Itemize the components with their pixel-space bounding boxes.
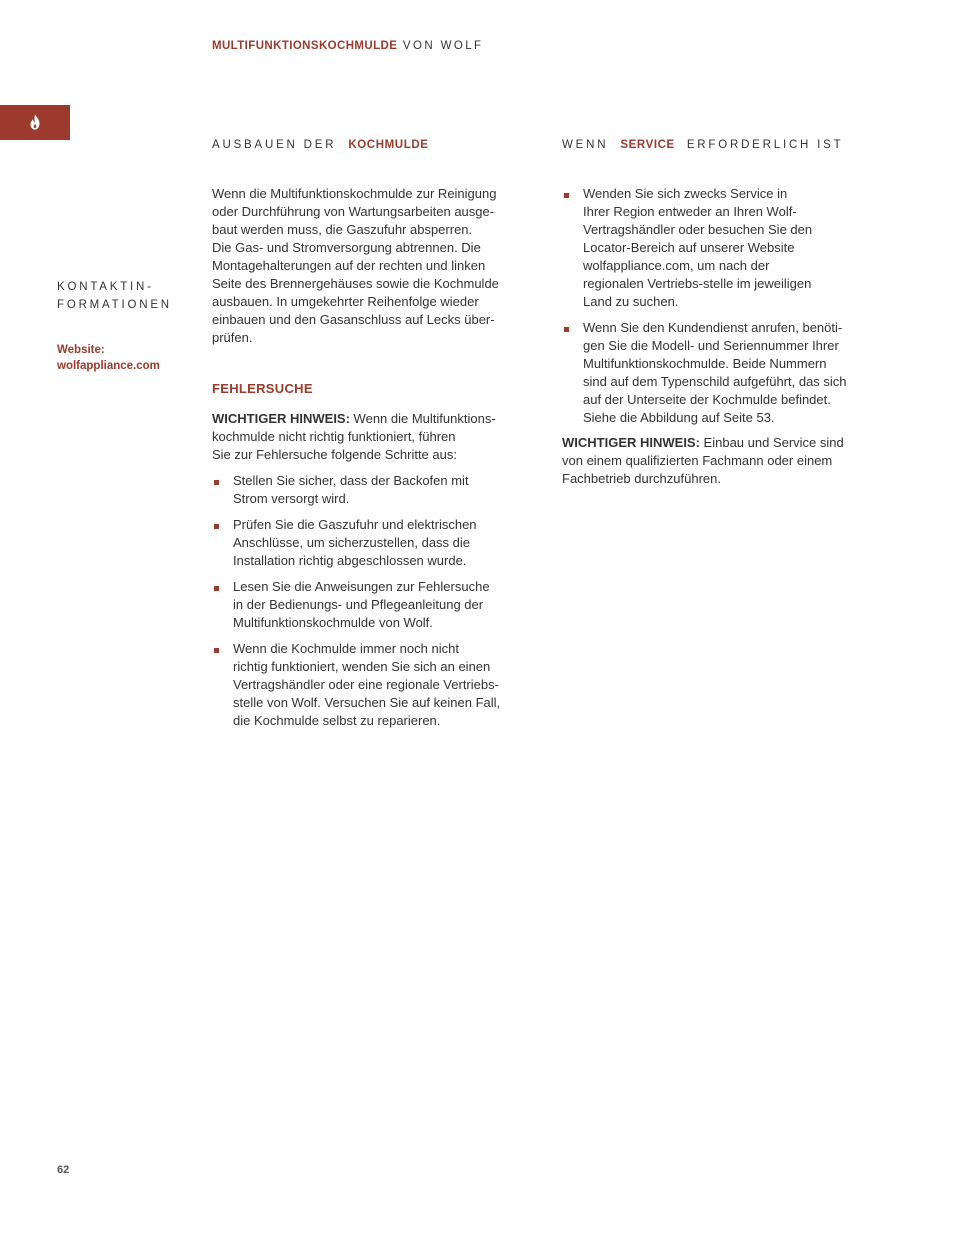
right-section-heading — [562, 139, 843, 151]
text-line: Installation richtig abgeschlossen wurde. — [233, 553, 467, 568]
note-label: WICHTIGER HINWEIS: — [212, 411, 350, 426]
text-line: auf der Unterseite der Kochmulde befindet. — [583, 392, 831, 407]
left-note — [212, 410, 542, 464]
text-line: Fachbetrieb durchzuführen. — [562, 471, 721, 486]
heading-highlight: KOCHMULDE — [348, 139, 429, 151]
flame-icon — [28, 114, 42, 130]
section-tab — [0, 105, 70, 140]
text-line — [212, 410, 542, 428]
heading-text: WENN — [562, 139, 609, 151]
text-line: Vertragshändler oder besuchen Sie den — [583, 222, 813, 237]
list-item — [212, 640, 542, 730]
header-title-rest: VON WOLF — [402, 40, 484, 52]
text-line: Wenn Sie den Kundendienst anrufen, benöti- — [583, 320, 843, 335]
heading-text: ERFORDERLICH IST — [686, 139, 844, 151]
left-intro-paragraph — [212, 185, 542, 347]
heading-text: AUSBAUEN DER — [212, 139, 337, 151]
text-line: Wenn die Kochmulde immer noch nicht — [233, 641, 459, 656]
text-line: oder Durchführung von Wartungsarbeiten ausge- — [212, 204, 495, 219]
list-item — [212, 472, 542, 508]
note-text: Einbau und Service sind — [699, 435, 844, 450]
right-note — [562, 434, 892, 488]
text-line: sind auf dem Typenschild aufgeführt, das sich — [583, 374, 847, 389]
sidebar-website — [57, 342, 160, 374]
text-line: Land zu suchen. — [583, 294, 679, 309]
text-line: Anschlüsse, um sicherzustellen, dass die — [233, 535, 471, 550]
text-line: Strom versorgt wird. — [233, 491, 350, 506]
heading-highlight: SERVICE — [620, 139, 675, 151]
running-header — [212, 40, 483, 52]
text-line: Ihrer Region entweder an Ihren Wolf- — [583, 204, 797, 219]
text-line: regionalen Vertriebs-stelle im jeweiligen — [583, 276, 812, 291]
text-line: Multifunktionskochmulde. Beide Nummern — [583, 356, 827, 371]
header-title-bold: MULTIFUNKTIONSKOCHMULDE — [212, 40, 398, 52]
service-list — [562, 185, 892, 435]
website-link[interactable]: wolfappliance.com — [57, 360, 160, 372]
text-line: kochmulde nicht richtig funktioniert, führen — [212, 429, 456, 444]
text-line: Lesen Sie die Anweisungen zur Fehlersuche — [233, 579, 490, 594]
text-line: gen Sie die Modell- und Seriennummer Ihrer — [583, 338, 839, 353]
list-item — [212, 578, 542, 632]
text-line: ausbauen. In umgekehrter Reihenfolge wieder — [212, 294, 479, 309]
text-line: Siehe die Abbildung auf Seite 53. — [583, 410, 775, 425]
text-line: Sie zur Fehlersuche folgende Schritte aus: — [212, 447, 457, 462]
text-line: Prüfen Sie die Gaszufuhr und elektrischen — [233, 517, 477, 532]
text-line: Multifunktionskochmulde von Wolf. — [233, 615, 433, 630]
list-item — [212, 516, 542, 570]
text-line: von einem qualifizierten Fachmann oder einem — [562, 453, 833, 468]
note-text: Wenn die Multifunktions- — [349, 411, 496, 426]
text-line: Wenn die Multifunktionskochmulde zur Reinigung — [212, 186, 497, 201]
sidebar-label-line: FORMATIONEN — [57, 299, 172, 311]
page-number: 62 — [57, 1164, 70, 1176]
text-line: Locator-Bereich auf unserer Website — [583, 240, 795, 255]
text-line: in der Bedienungs- und Pflegeanleitung der — [233, 597, 484, 612]
text-line: Die Gas- und Stromversorgung abtrennen. Die — [212, 240, 481, 255]
note-label: WICHTIGER HINWEIS: — [562, 435, 700, 450]
text-line: die Kochmulde selbst zu reparieren. — [233, 713, 441, 728]
list-item — [562, 185, 892, 311]
list-item — [562, 319, 892, 427]
text-line: Montagehalterungen auf der rechten und linken — [212, 258, 486, 273]
website-label: Website: — [57, 344, 105, 356]
text-line: baut werden muss, die Gaszufuhr absperren. — [212, 222, 473, 237]
text-line: stelle von Wolf. Versuchen Sie auf keinen Fall, — [233, 695, 501, 710]
troubleshooting-list — [212, 472, 542, 738]
text-line: einbauen und den Gasanschluss auf Lecks über- — [212, 312, 495, 327]
sidebar-contact-label — [57, 278, 172, 314]
text-line: wolfappliance.com, um nach der — [583, 258, 770, 273]
text-line: Wenden Sie sich zwecks Service in — [583, 186, 788, 201]
text-line: Seite des Brennergehäuses sowie die Kochmulde — [212, 276, 499, 291]
text-line — [562, 434, 892, 452]
left-section-heading — [212, 139, 429, 151]
text-line: Vertragshändler oder eine regionale Vertriebs- — [233, 677, 499, 692]
sidebar-label-line: KONTAKTIN- — [57, 281, 154, 293]
fehlersuche-heading: FEHLERSUCHE — [212, 381, 313, 396]
text-line: richtig funktioniert, wenden Sie sich an einen — [233, 659, 491, 674]
text-line: Stellen Sie sicher, dass der Backofen mit — [233, 473, 469, 488]
text-line: prüfen. — [212, 330, 253, 345]
